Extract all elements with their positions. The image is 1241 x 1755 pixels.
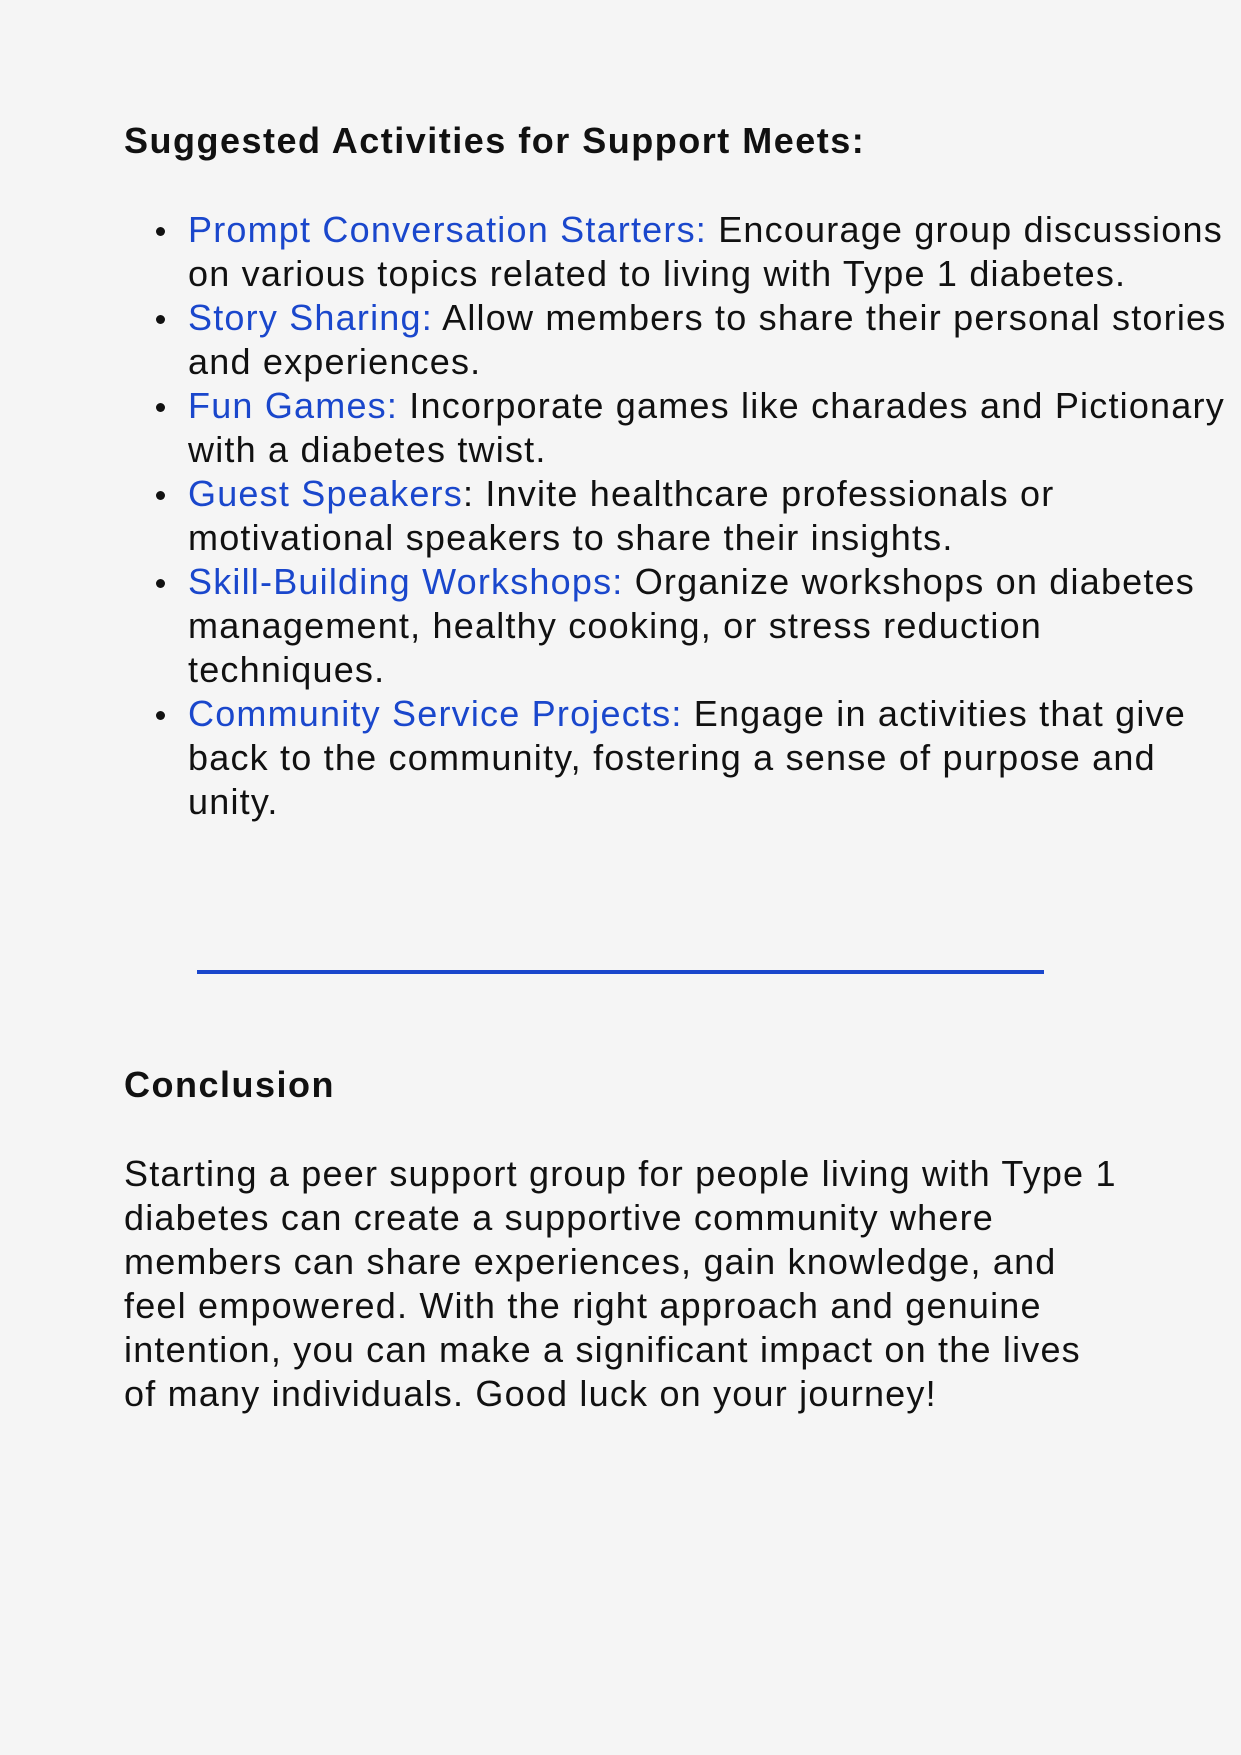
activity-description: : Invite healthcare professionals or motivational speakers to share their insights. (188, 473, 1055, 558)
activity-description: Organize workshops on diabetes management, healthy cooking, or stress reduction techniques. (188, 561, 1196, 690)
activity-description: Incorporate games like charades and Pictionary with a diabetes twist. (188, 385, 1225, 470)
list-item (188, 384, 1228, 472)
activity-term: Fun Games: (188, 385, 399, 426)
activities-list (124, 208, 1228, 824)
conclusion-heading: Conclusion (124, 1064, 335, 1105)
activity-term: Skill-Building Workshops: (188, 561, 624, 602)
conclusion-paragraph: Starting a peer support group for people living with Type 1 diabetes can create a supportive community where members can share experiences, gain knowledge, and feel empowered. With the right approach and genuine intention, you can make a significant impact on the lives of many individuals. Good luck on your journey! (124, 1153, 1117, 1414)
activity-description: Encourage group discussions on various topics related to living with Type 1 diabetes. (188, 209, 1223, 294)
list-item (188, 560, 1228, 692)
activity-description: Allow members to share their personal stories and experiences. (188, 297, 1227, 382)
activity-term: Story Sharing: (188, 297, 433, 338)
activity-term: Community Service Projects: (188, 693, 683, 734)
list-item (188, 472, 1228, 560)
list-item (188, 208, 1228, 296)
list-item (188, 296, 1228, 384)
activity-term: Prompt Conversation Starters: (188, 209, 707, 250)
activity-term: Guest Speakers (188, 473, 463, 514)
list-item (188, 692, 1228, 824)
section-divider (197, 970, 1044, 974)
activities-heading: Suggested Activities for Support Meets: (124, 120, 866, 161)
activity-description: Engage in activities that give back to the community, fostering a sense of purpose and unity. (188, 693, 1187, 822)
